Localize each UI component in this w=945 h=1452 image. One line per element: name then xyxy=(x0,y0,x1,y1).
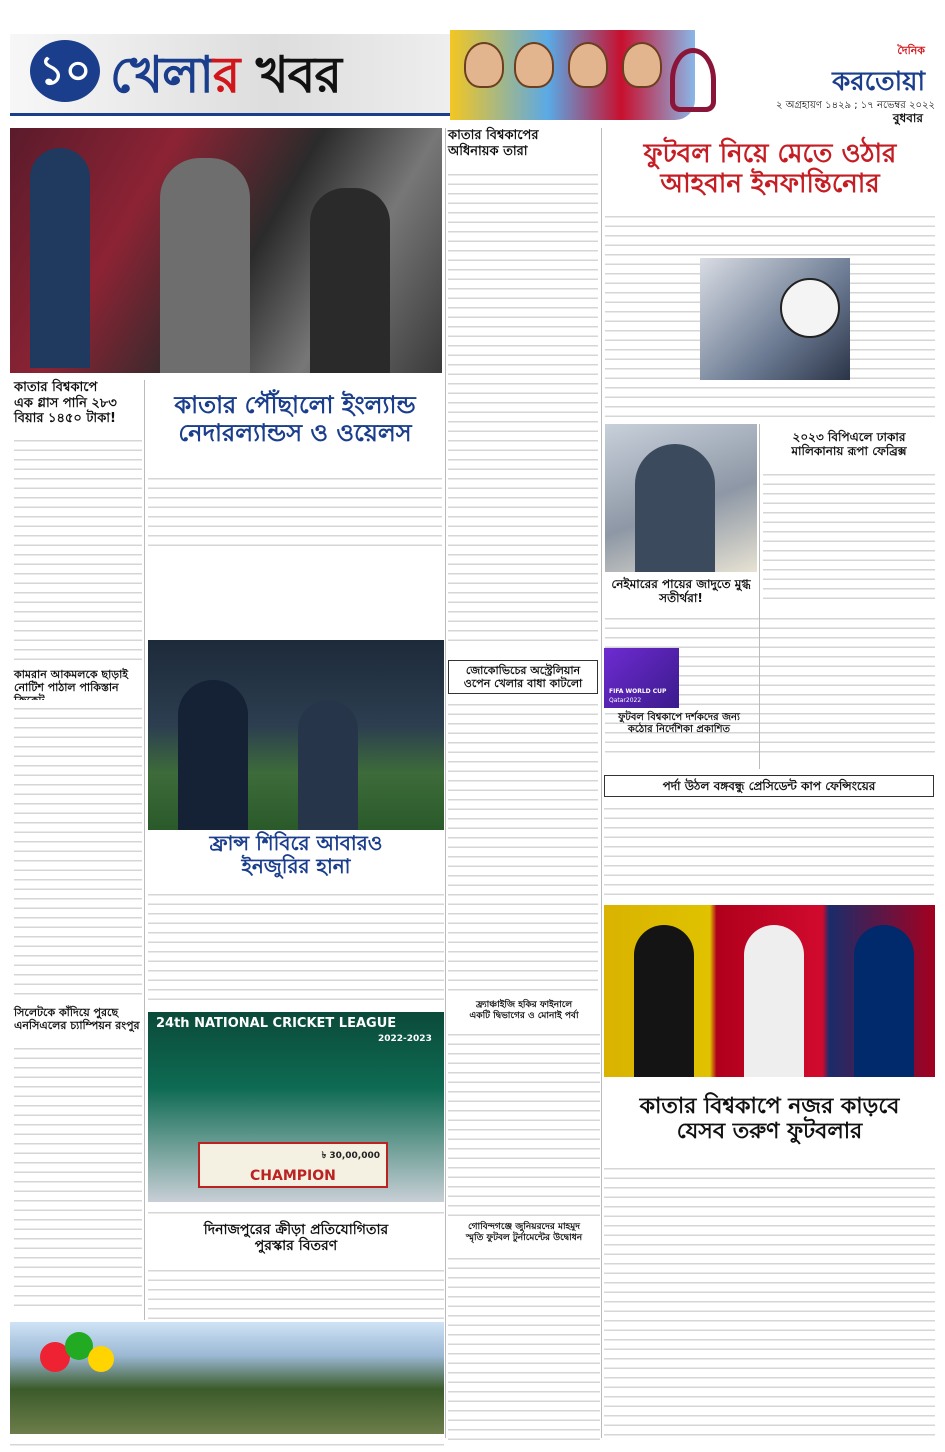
player-face-icon xyxy=(464,42,504,88)
djokovic-body-text xyxy=(448,696,598,996)
group-photo-caption xyxy=(10,1436,444,1446)
qamrul-headline-line2: নোটিশ পাঠাল পাকিস্তান xyxy=(14,681,119,695)
beer-headline-line1: কাতার বিশ্বকাপে xyxy=(14,380,98,395)
balloon-icon xyxy=(88,1346,114,1372)
fifa-notice-headline-line1: ফুটবল বিশ্বকাপে দর্শকদের জন্য xyxy=(618,712,740,723)
players-banner-image xyxy=(450,30,695,120)
djokovic-headline-line2: ওপেন খেলার বাধা কাটলো xyxy=(463,677,583,691)
dinajpur-headline-line2: পুরস্কার বিতরণ xyxy=(254,1238,338,1255)
fifa-notice-headline xyxy=(604,712,754,736)
player-figure xyxy=(298,700,358,830)
player-figure xyxy=(310,188,390,373)
sylhet-body-text xyxy=(14,1040,142,1310)
beer-headline-line3: বিয়ার ১৪৫০ টাকা! xyxy=(14,411,116,427)
section-title xyxy=(110,38,341,121)
logo-small-text: দৈনিক xyxy=(897,44,925,57)
column-rule xyxy=(759,424,760,769)
fifa-badge-sub: Qatar2022 xyxy=(609,697,642,704)
franchise-headline-line1: ফ্র্যাঞ্চাইজি হকির ফাইনালে xyxy=(475,1000,573,1010)
lead-headline-line2: নেদারল্যান্ডস ও ওয়েলস xyxy=(178,418,412,447)
infantino-photo xyxy=(700,258,850,380)
neymar-headline: নেইমারের পায়ের জাদুতে মুগ্ধ সতীর্থরা! xyxy=(611,577,751,605)
player-figure xyxy=(160,158,250,373)
bpl-headline-line2: মালিকানায় রূপা ফেব্রিক্স xyxy=(791,444,907,459)
section-title-part2: র xyxy=(212,46,240,104)
weekday: বুধবার xyxy=(892,111,923,125)
franchise-body-text xyxy=(448,1026,600,1216)
logo-name: করতোয়া xyxy=(832,67,925,97)
infantino-headline xyxy=(605,140,935,200)
column-rule xyxy=(144,380,145,1320)
ncl-champion-photo xyxy=(148,1012,444,1202)
qamrul-body-text xyxy=(14,700,142,1000)
france-body-text xyxy=(148,886,444,1006)
dinajpur-headline-line1: দিনাজপুরের ক্রীড়া প্রতিযোগিতার xyxy=(203,1222,389,1238)
arrival-photo xyxy=(10,128,442,373)
captains-headline-line2: অধিনায়ক তারা xyxy=(448,143,528,159)
player-figure xyxy=(30,148,90,368)
player-figure xyxy=(635,444,715,572)
beer-headline xyxy=(14,380,142,427)
gobindaganj-headline-line1: গোবিন্দগঞ্জে জুনিয়রদের মাহমুদ xyxy=(467,1222,581,1232)
bpl-headline xyxy=(763,430,935,459)
france-headline-line2: ইনজুরির হানা xyxy=(241,854,351,878)
dinajpur-body-text xyxy=(148,1262,444,1320)
qamrul-headline-line1: কামরান আকমলকে ছাড়াই xyxy=(14,668,129,681)
bangabandhu-body-text xyxy=(604,800,934,900)
player-face-icon xyxy=(514,42,554,88)
dinajpur-headline xyxy=(148,1222,444,1254)
ncl-banner-title: 24th NATIONAL CRICKET LEAGUE xyxy=(156,1016,397,1031)
section-title-part1: খেলা xyxy=(110,46,213,104)
sylhet-headline-line1: সিলেটকে কাঁদিয়ে পুরছে xyxy=(14,1006,119,1019)
fifa-badge-image xyxy=(604,648,679,708)
bangabandhu-headline: পর্দা উঠল বঙ্গবন্ধু প্রেসিডেন্ট কাপ ফেন্সিংয়ের xyxy=(604,775,934,797)
infantino-headline-line1: ফুটবল নিয়ে মেতে ওঠার xyxy=(643,139,897,169)
cheque-amount: ৳ 30,00,000 xyxy=(321,1151,380,1161)
gobindaganj-headline-line2: স্মৃতি ফুটবল টুর্নামেন্টের উদ্বোধন xyxy=(465,1232,583,1243)
djokovic-headline-line1: জোকোভিচের অস্ট্রেলিয়ান xyxy=(465,664,581,677)
player-figure xyxy=(854,925,914,1077)
gobindaganj-headline xyxy=(448,1222,600,1244)
newspaper-logo xyxy=(832,42,925,105)
beer-headline-line2: এক গ্লাস পানি ২৮৩ xyxy=(14,395,117,411)
ncl-banner-season: 2022-2023 xyxy=(378,1034,432,1044)
lead-body-text xyxy=(148,470,442,550)
date-line: ২ অগ্রহায়ণ ১৪২৯ ; ১৭ নভেম্বর ২০২২ xyxy=(776,100,935,111)
column-rule xyxy=(601,128,602,1438)
bpl-body-text xyxy=(763,466,935,606)
franchise-headline xyxy=(448,1000,600,1022)
france-headline xyxy=(148,832,444,878)
lead-headline xyxy=(148,392,442,447)
france-headline-line1: ফ্রান্স শিবিরে আবারও xyxy=(209,831,383,855)
sylhet-headline-line2: এনসিএলের চ্যাম্পিয়ন রংপুর xyxy=(14,1019,140,1033)
world-cup-emblem-icon xyxy=(670,48,716,112)
player-figure xyxy=(634,925,694,1077)
young-players-photo xyxy=(604,905,935,1077)
captains-body-text xyxy=(448,166,598,642)
football-icon xyxy=(780,278,840,338)
column-rule xyxy=(445,128,446,1438)
young-body-text xyxy=(604,1160,935,1442)
young-headline-line1: কাতার বিশ্বকাপে নজর কাড়বে xyxy=(639,1094,900,1119)
player-face-icon xyxy=(622,42,662,88)
champion-cheque xyxy=(198,1142,388,1188)
ncl-photo-caption xyxy=(148,1204,444,1220)
player-figure xyxy=(744,925,804,1077)
beer-body-text xyxy=(14,432,142,662)
captains-headline xyxy=(448,128,598,159)
player-figure xyxy=(178,680,248,830)
cheque-label: CHAMPION xyxy=(250,1168,336,1184)
gobindaganj-body-text xyxy=(448,1250,600,1440)
djokovic-headline xyxy=(448,660,598,694)
neymar-photo xyxy=(605,424,757,572)
young-headline-line2: যেসব তরুণ ফুটবলার xyxy=(676,1119,863,1145)
fifa-badge-text: FIFA WORLD CUP xyxy=(609,688,667,695)
lead-headline-line1: কাতার পৌঁছালো ইংল্যান্ড xyxy=(174,391,416,419)
france-camp-photo xyxy=(148,640,444,830)
bpl-headline-line1: ২০২৩ বিপিএলে ঢাকার xyxy=(792,430,906,444)
section-title-part3: খবর xyxy=(255,46,341,104)
page-number: ১০ xyxy=(30,40,100,102)
infantino-headline-line2: আহবান ইনফান্তিনোর xyxy=(660,168,880,199)
captains-headline-line1: কাতার বিশ্বকাপের xyxy=(448,128,539,143)
tournament-group-photo xyxy=(10,1322,444,1434)
franchise-headline-line2: একটি দ্বিভাগের ও মোনাই পর্বা xyxy=(469,1010,579,1021)
player-face-icon xyxy=(568,42,608,88)
young-headline xyxy=(604,1094,935,1145)
fifa-notice-headline-line2: কঠোর নির্দেশিকা প্রকাশিত xyxy=(627,724,731,735)
sylhet-headline xyxy=(14,1006,142,1032)
